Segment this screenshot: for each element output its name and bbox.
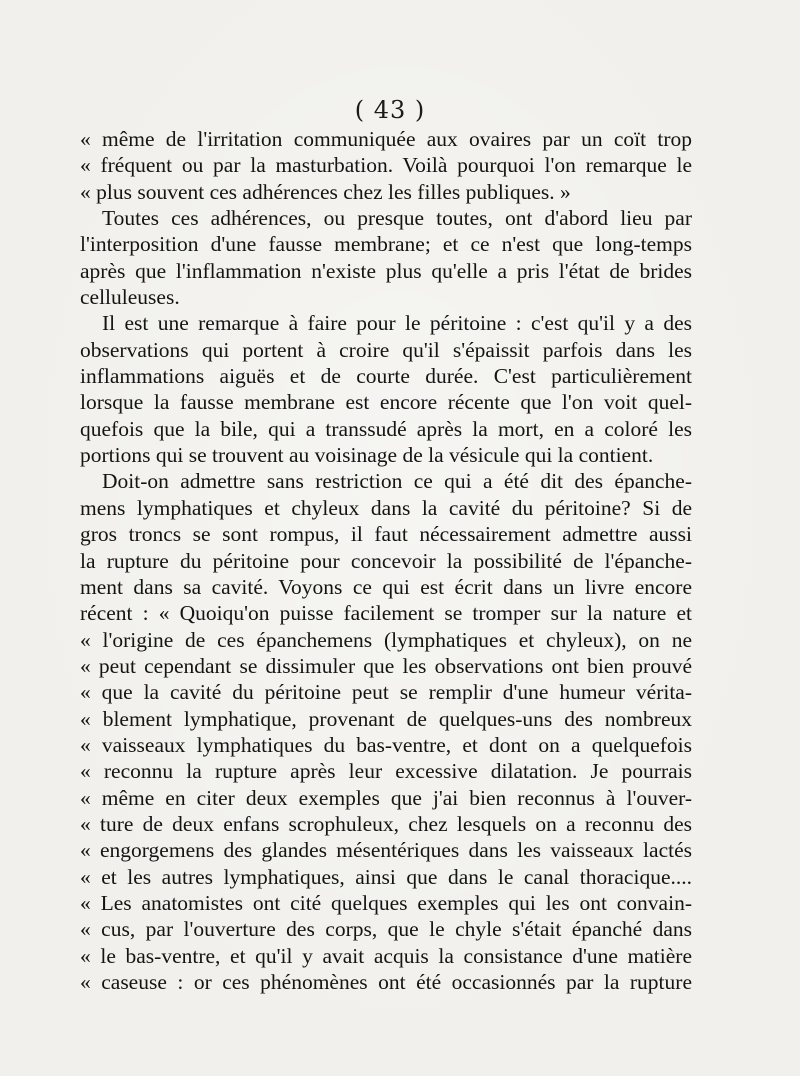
text-line: « blement lymphatique, provenant de quelques-uns des nombreux bbox=[80, 706, 692, 731]
body-text bbox=[80, 126, 692, 995]
text-line: quefois que la bile, qui a transsudé après la mort, en a coloré les bbox=[80, 416, 692, 441]
text-line: ment dans sa cavité. Voyons ce qui est écrit dans un livre encore bbox=[80, 574, 692, 599]
text-line: « peut cependant se dissimuler que les observations ont bien prouvé bbox=[80, 653, 692, 678]
text-line: « et les autres lymphatiques, ainsi que dans le canal thoracique.... bbox=[80, 864, 692, 889]
text-line: portions qui se trouvent au voisinage de la vésicule qui la contient. bbox=[80, 443, 654, 468]
text-line: « engorgemens des glandes mésentériques dans les vaisseaux lactés bbox=[80, 838, 692, 863]
text-line: « reconnu la rupture après leur excessive dilatation. Je pourrais bbox=[80, 759, 692, 784]
text-line: « plus souvent ces adhérences chez les filles publiques. » bbox=[80, 179, 571, 204]
text-line: inflammations aiguës et de courte durée. C'est particulièrement bbox=[80, 364, 692, 389]
text-line: après que l'inflammation n'existe plus qu'elle a pris l'état de brides bbox=[80, 258, 692, 283]
text-line: récent : « Quoiqu'on puisse facilement se tromper sur la nature et bbox=[80, 601, 692, 626]
text-line: « le bas-ventre, et qu'il y avait acquis la consistance d'une matière bbox=[80, 943, 692, 968]
text-line: « caseuse : or ces phénomènes ont été occasionnés par la rupture bbox=[80, 970, 692, 994]
text-line: celluleuses. bbox=[80, 285, 180, 310]
text-line: Il est une remarque à faire pour le péritoine : c'est qu'il y a des bbox=[102, 311, 692, 336]
text-line: « que la cavité du péritoine peut se remplir d'une humeur vérita- bbox=[80, 680, 692, 705]
text-line: la rupture du péritoine pour concevoir la possibilité de l'épanche- bbox=[80, 548, 692, 573]
text-line: l'interposition d'une fausse membrane; et ce n'est que long-temps bbox=[80, 232, 692, 257]
text-line: Toutes ces adhérences, ou presque toutes, ont d'abord lieu par bbox=[102, 206, 692, 231]
text-line: « même en citer deux exemples que j'ai bien reconnus à l'ouver- bbox=[80, 785, 692, 810]
text-line: « même de l'irritation communiquée aux ovaires par un coït trop bbox=[80, 127, 692, 151]
text-line: lorsque la fausse membrane est encore récente que l'on voit quel- bbox=[80, 390, 692, 415]
text-line: Doit-on admettre sans restriction ce qui a été dit des épanche- bbox=[102, 469, 692, 494]
text-line: « l'origine de ces épanchemens (lymphatiques et chyleux), on ne bbox=[80, 627, 692, 652]
page-number: ( 43 ) bbox=[354, 96, 426, 124]
text-line: mens lymphatiques et chyleux dans la cavité du péritoine? Si de bbox=[80, 495, 692, 520]
text-line: « cus, par l'ouverture des corps, que le chyle s'était épanché dans bbox=[80, 917, 692, 942]
text-line: « vaisseaux lymphatiques du bas-ventre, et dont on a quelquefois bbox=[80, 732, 692, 757]
text-line: gros troncs se sont rompus, il faut nécessairement admettre aussi bbox=[80, 522, 692, 547]
text-line: « fréquent ou par la masturbation. Voilà pourquoi l'on remarque le bbox=[80, 153, 692, 178]
text-line: « ture de deux enfans scrophuleux, chez lesquels on a reconnu des bbox=[80, 811, 692, 836]
text-line: observations qui portent à croire qu'il s'épaissit parfois dans les bbox=[80, 337, 692, 362]
text-line: « Les anatomistes ont cité quelques exemples qui les ont convain- bbox=[80, 890, 692, 915]
